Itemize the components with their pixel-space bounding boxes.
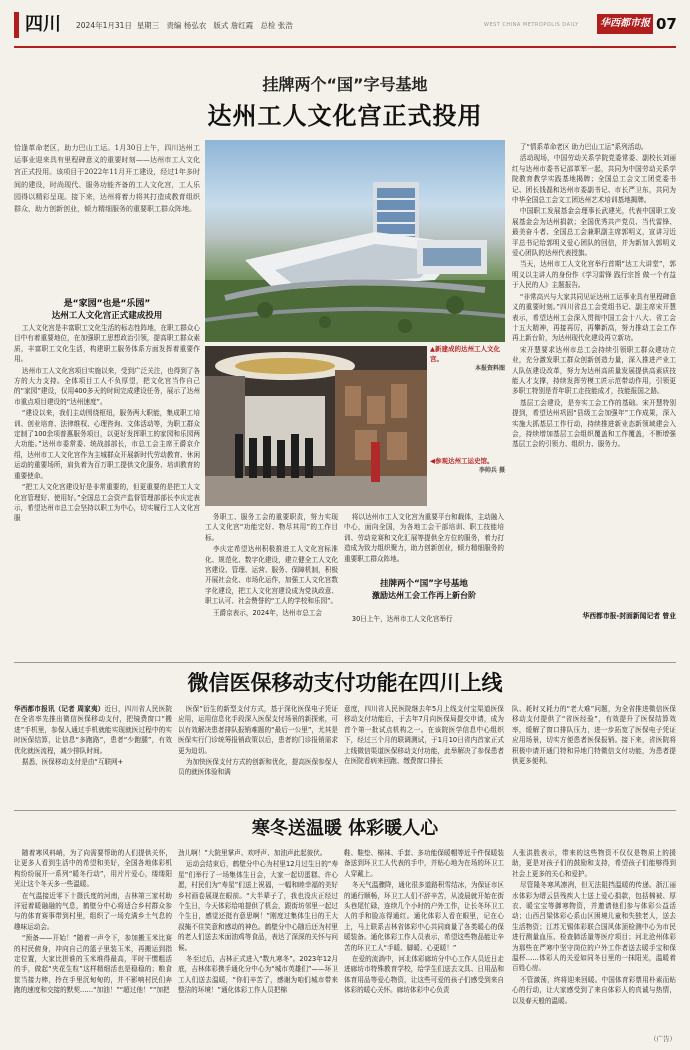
- story3-col2-para: 冬至过后，吉林正式进入“数九寒冬”。2023年12月底，吉林体彩携手通化分中心为“城市英雄们”——环卫工人们送去温暖，“你们辛苦了，感谢为咱们城市带来整洁的环境！”通化体彩工作人员把棉: [178, 955, 338, 995]
- story2-col1b: 据悉，医保移动支付是由“互联网+: [21, 758, 124, 767]
- photo1-credit: 本报资料图: [474, 365, 505, 372]
- story1-col2-para: 李庆定希望达州积极推进工人文化宫标准化、规范化、数字化建设，建立健全工人文化宫建设、管理、运营、服务、保障机制，积极开展社会化、市场化运作，加强工人文化宫数字化建设，把工人文化宫建设成为党执政意、职工认可、社会赞誉的“工人的学校和乐园”。: [205, 545, 338, 606]
- cultural-palace-photo: [205, 140, 505, 342]
- story3-col3: [344, 848, 504, 1044]
- story3-col1-para: 在气温接近零下十摄氏度的河南，吉林第三家村助洋冠着暖融融的气息，鹤壁分中心将适合乡村群众参与的体育赛事带到村里，组织了一场充满乡土气息的趣味运动会。: [14, 891, 172, 931]
- story1-col1-para: “把工人文化宫建设好是非常重要的，但更重要的是把工人文化宫管理好、使用好。”全国总工会资产监督管理部部长李庆定表示，希望达州市总工会坚持以职工为中心，切实履行工人文化宫服: [14, 483, 200, 523]
- story1-sub2-line1: 挂牌两个“国”字号基地: [380, 579, 468, 589]
- story3-col3-para: 在爱的流淌中，河北体彩廊坊分中心工作人员近日走进廊坊市特殊教育学校，给学生们送去文具、日用品和体育用品等爱心物资，让这些可爱的孩子们感受到来自体彩的暖心关怀。廊坊体彩中心负责: [344, 955, 504, 995]
- issue-info: [76, 20, 293, 31]
- story1-sub1-line2: 达州工人文化宫正式建成投用: [51, 311, 163, 321]
- story3-col2-para: 劲儿啊！”大院里掌声、欢呼声、加油声此起彼伏。: [178, 849, 327, 857]
- story1-sub2-line2: 激励达州工会工作再上新台阶: [372, 591, 476, 600]
- story2-col2: [178, 704, 338, 806]
- divider-1: [14, 662, 676, 663]
- section-badge: [14, 12, 71, 38]
- photo2-credit: 李帅兵 摄: [478, 467, 505, 474]
- story1-col1-para: “建设以来，我们主动围绕枢纽，服务两大职能，集成职工培训、创业培育、法律维权、心理咨询、文体活动等，为职工群众定制了100余项普惠服务项目，以更好发挥职工的家园和乐园两大功能。”达州市委常委、统战部部长，市总工会主席王爵京介绍，达州市工人文化宫作为主城群众开展新时代劳动教育、休闲运动的重要场所，肩负着为百万职工提供文化服务、培训教育的重要使命。: [14, 409, 200, 480]
- story1-sub1-line1: 是“家园”也是“乐园”: [63, 299, 151, 309]
- story3-col1-para: “预备——开始！”随着一声令下，参加搬玉米比赛的村民俯身，冲向自己的篮子里装玉米，再搬运到指定位置，大家比拼谁的玉米堆得最高，平时干惯粗活的手，做起“夹花生粒”这样精细活也是稳稳的；粮食筐当接力棒，拎在手里沉甸甸的，并不影响村民们奔跑的速度和交接的默契……“加油！”“超过他！”“加把: [14, 934, 172, 995]
- story3-col2: [178, 848, 338, 1044]
- story2-col1-text: 近日，四川省人民医院在全省率先推出微信医保移动支付，把镜费窗口“搬进”手机里，参保人通过手机就能实现就医过程中的实时医保结算，让信息“多跑路”，患者“少跑腿”，有效优化就医流程，减少排队时间。: [14, 705, 172, 755]
- story1-col4-para: “非常高兴与大家共同见证达州工运事业具有里程碑意义的重要时刻。”四川省总工会党组书记、副主席宋开慧表示，希望达州工会深入贯彻中国工会十八大、省工会十五大精神，再接再厉，再攀新高，努力推动工会工作再上新台阶，为达州现代化建设再立新功。: [512, 292, 676, 343]
- story1-lead: 恰逢革命老区，助力巴山工运。1月30日上午，四川达州工运事业迎来具有里程碑意义的重要时刻——达州市工人文化宫正式投用。该项目于2022年11月开工建设，经过1年多时间的建设，时尚现代、服务功能齐备的工人文化宫，工人乐园得以精彩呈现。接下来，达州将着力将其打造成教育组织群众，助力创新创业，倾力精细服务的重要职工群众阵地。: [14, 144, 200, 214]
- story3-col4-para: 不管激荡，终将迎来回暖。中国体育彩票用朴素而贴心的行动，让大家感受到了来自体彩人的真诚与热情，以及春天般的温暖。: [512, 975, 676, 1005]
- story1-col3: [344, 512, 504, 572]
- story1-col4-para: 宋开慧要求达州市总工会持续引领职工群众建功立业，充分激发职工群众创新创造力量，深入推进产业工人队伍建设改革，努力为达州高质量发展提供高素质技能人才支撑，持续发挥劳模工匠示范带动作用，引领更多职工特别是青年职工走技能成才，技能报国之路。: [512, 345, 676, 396]
- story3-col2-para: 运动会结束后，鹤壁分中心为村里12月过生日的“寿星”们举行了一场集体生日会，大家一起切蛋糕、许心愿，村民们为“寿星”们送上祝福，一幅和睦幸福的美好乡村画卷展现在眼前。“大半辈子了，我也没庆正经过个生日，今天体彩给咱提供了机会，跟街坊邻里一起过个生日，感觉还挺有意思啊！”刚度过集体生日的王大叔掩不住笑意和感动的神色。鹤壁分中心随后还为村里的老人们送去米面油鸡等食品，表达了深深的关怀与问候。: [178, 860, 338, 952]
- story1-col2-para: 王爵京表示，2024年，达州市总工会: [212, 608, 322, 617]
- english-title: WEST CHINA METROPOLIS DAILY: [484, 22, 579, 28]
- story1-col2-para: 务职工、服务工会的重要职责，努力实现工人文化宫“功能完好、物尽其用”的工作目标。: [205, 513, 338, 542]
- story3-col3-para: 冬天气温骤降，通化很多道路积雪结冰，为保证市区的通行顺畅，环卫工人们不辞辛苦，从凌晨就开始在街头巷尾忙碌，连续几个小时的户外工作，让长冬环卫工人的手和脸冻得通红。通化体彩人看在眼里，记在心上，马上联系吉林省体彩中心共同商量了各类暖心的保暖装备。通化体彩工作人员表示，希望这些物品能让辛苦的环卫工人“手暖、脚暖、心更暖！”: [344, 881, 504, 952]
- issue-date: 2024年1月31日: [76, 21, 132, 30]
- checker-credit: 总检 张浩: [260, 21, 293, 30]
- story3-col1: [14, 848, 172, 1044]
- story1-kicker: 挂牌两个“国”字号基地: [262, 75, 428, 94]
- story2-dateline: 华西都市报讯（记者 周家夷）: [14, 705, 105, 713]
- story3-col4-para: 人张洪胜表示，带来的这些物资不仅仅是物质上的援助，更是对孩子们的鼓励和支持，希望孩子们能够得到社会上更多的关心和爱护。: [512, 849, 676, 878]
- story2-col3-text: 意度，四川省人民医院继去年5月上线支付宝渠道医保移动支付功能后，于去年7月向医保局提交申请，成为首个第一批试点机构之一。在该院医学信息中心组织下，经过三个月的联调测试，于1月10日省内首家正式上线微信渠道医保移动支付功能，此举解决了参保患者在医院看病来回跑、缴费窗口排长: [344, 705, 504, 766]
- section-name: 四川: [25, 14, 61, 35]
- story1-col4-para: 中国职工发展基金会理事长武建光，代表中国职工发展基金会为达州捐款；全国优秀共产党员、当代雷锋、最美奋斗者、全国总工会兼职副主席郭明义，宣讲习近平总书记给郭明义爱心团队的回信，并为新加入郭明义爱心团队的达州代表授旗。: [512, 207, 676, 258]
- story1-col4-para: 基层工会建设，是夯实工会工作的基础。宋开慧特别提到，希望达州巩固“县级工会加强年”工作成果，深入实施大抓基层工作行动，持续推进新业态新领域建会入会，持续增加基层工会组织覆盖和工作覆盖，不断增强基层工会的引领力、组织力、服务力。: [512, 398, 676, 449]
- ad-note: （广告）: [650, 1035, 676, 1043]
- story2-col1: [14, 704, 172, 806]
- story2-col2-text: 医保”衍生的新型支付方式，基于深化医保电子凭证应用，运用信息化手段深入医保支付场景的新探索，可以有效解决患者排队报销难题的“最后一公里”，尤其是医保实行门诊统筹报销政策以后，患者的门诊报销需求更为迫切。: [178, 705, 338, 755]
- story3-col1-para: 随着寒风料峭，为了向需要帮助的人们提供关怀，让更多人看到生活中的希望和美好，全国各地体彩机构纷纷展开一系列“暖冬行动”，用片片爱心，缕缕阳光让这个冬天多一些温暖。: [14, 849, 172, 889]
- photo2-caption: ◀参观达州工运史馆。 李帅兵 摄: [430, 457, 505, 474]
- story1-col4-para: 了“情系革命老区 助力巴山工运”系列活动。: [519, 143, 648, 151]
- paper-logo: 华西都市报: [597, 14, 653, 34]
- story3-col4-para: 尽管隆冬寒风凛冽，但无法阻挡温暖的传递。浙江丽水体彩为缙云县残疾人士送上爱心捐款，包括棉被、厚衣、暖宝宝等御寒物资，并邀请他们参与体彩公益活动；山西吕梁体彩心系山区困境儿童和失独老人，送去生活物资；江苏无锡体彩联合国风体顶检测中心为市民进行测量血压、检查肺活量等医疗项目；河北沧州体彩为那些在严寒中坚守岗位的户外工作者送去暖手宝和保温杯……体彩人的关爱如同冬日里的一抹阳光，温暖着百姓心房。: [512, 881, 676, 973]
- story3-headline: 寒冬送温暖 体彩暖人心: [251, 818, 439, 839]
- labor-history-hall-photo: [205, 346, 427, 506]
- story1-col1-para: 工人文化宫是丰富职工文化生活的标志性阵地，在职工群众心目中有着重要地位，在加强职工思想政治引领，提高职工群众素质，丰富职工文化生活，构建职工服务体系方面发挥着重要作用。: [14, 324, 200, 364]
- photo1-caption: ▲新建成的达州工人文化宫。 本报资料图: [430, 345, 505, 372]
- story2-col4-text: 队、耗时又耗力的“老大难”问题，为全省推进微信医保移动支付提供了“省医经验”，有效提升了医保结算效率，缓解了窗口排队压力，进一步拓宽了医保电子凭证应用场景，切实方便患者医保报销。接下来，省医院将积极申请开通门特和异地门特微信支付功能，为患者提供更多便利。: [512, 705, 676, 766]
- story1-col1: [14, 323, 200, 659]
- header-rule: [14, 46, 676, 48]
- story1-sub2: [344, 578, 504, 602]
- story1-col3-para: 将以达州市工人文化宫为重要平台和载体，主动融入中心，面向全国，为各地工会干部培训、职工技能培训、劳动竞赛和文化汇展等提供全方位的服务，着力打造成为致力组织聚力，助力创新创业，倾力精细服务的重要职工群众阵地。: [344, 513, 504, 563]
- story2-col3: [344, 704, 504, 806]
- story2-col2b: 为加快医保支付方式的创新和优化，提高医保参保人员的就医体验和满: [178, 758, 338, 777]
- designer-credit: 版式 詹红霞: [213, 21, 254, 30]
- page-number: 07: [656, 15, 677, 33]
- story3-col3-para: 鞋、鞋垫、棉袜、手套、多功能保暖帽等近千件保暖装备送到环卫工人代表的手中，并贴心地为在场的环卫工人穿戴上。: [344, 849, 504, 878]
- story3-col4: [512, 848, 676, 1034]
- story1-sub1: [14, 298, 200, 322]
- story1-col2: [205, 512, 338, 658]
- story1-col4-para: 活动现场，中国劳动关系学院党委常委、副校长刘丽红与达州市委书记邵革军一起，共同为中国劳动关系学院教育教学实践基地揭牌；全国总工会文工团党委书记、团长钱磊和达州市委副书记、市长严卫东，共同为中华全国总工会文工团达州艺术培训基地揭牌。: [512, 154, 676, 205]
- issue-weekday: 星期三: [136, 21, 160, 30]
- editor-credit: 责编 杨弘农: [166, 21, 207, 30]
- story2-col4: [512, 704, 676, 806]
- story1-col4-para: 当天，达州市工人文化宫举行首期“达工大讲堂”，郭明义以主讲人的身份作《学习雷锋 践行宗旨 做一个有益于人民的人》主题报告。: [512, 260, 676, 290]
- story1-col1-para: 达州市工人文化宫项目实施以来，受到广泛关注，也得到了各方的大力支持。全体项目工人不负厚望，把文化宫当作自己的“家园”建设，仅用400多天的时间完成建设任务，展示了达州市重点项目建设的“达州速度”。: [14, 366, 200, 406]
- story1-col3b: [344, 614, 504, 658]
- story2-headline: 微信医保移动支付功能在四川上线: [187, 671, 503, 695]
- story1-headline: 达州工人文化宫正式投用: [207, 102, 483, 130]
- masthead: [14, 6, 676, 46]
- story1-col3b-para: 30日上午，达州市工人文化宫举行: [351, 615, 453, 623]
- story1-col4: [512, 142, 676, 604]
- story1-byline: 华西都市报-封面新闻记者 曾业: [582, 612, 676, 620]
- divider-2: [14, 810, 676, 811]
